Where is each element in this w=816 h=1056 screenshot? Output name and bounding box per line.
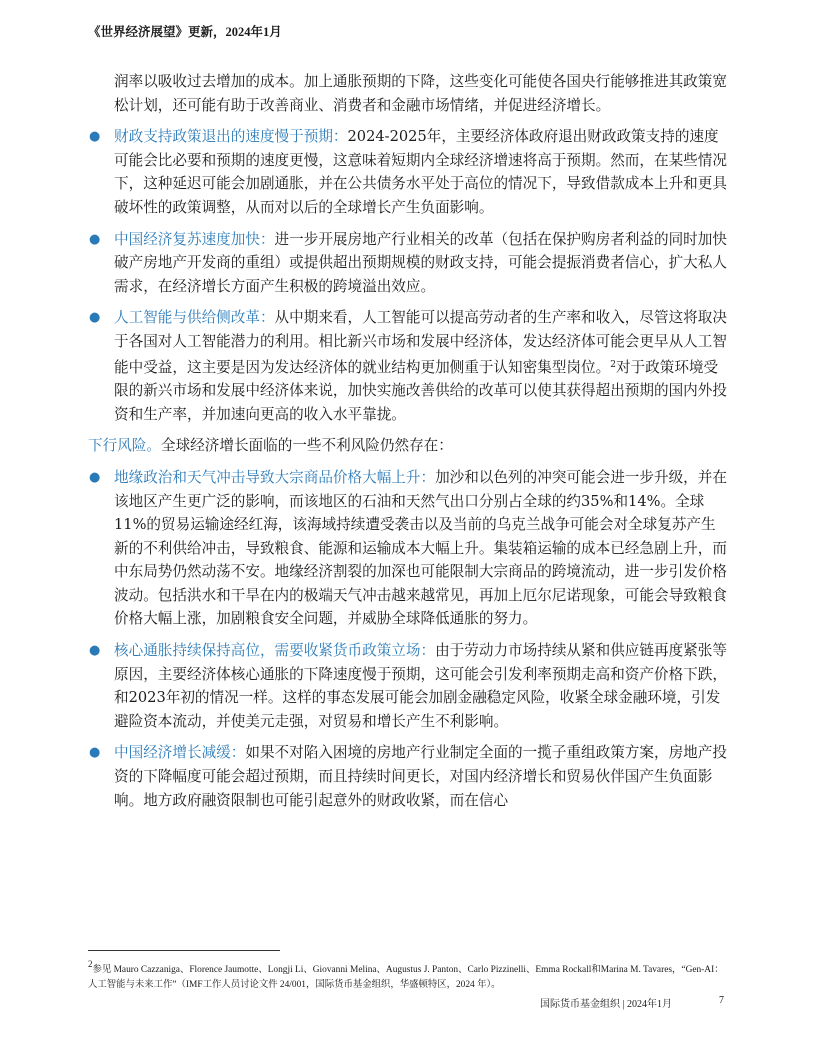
intro-continuation: 润率以吸收过去增加的成本。加上通胀预期的下降，这些变化可能使各国央行能够推进其政策宽松计划，还可能有助于改善商业、消费者和金融市场情绪，并促进经济增长。 [114,73,727,114]
bullet-lead: 地缘政治和天气冲击导致大宗商品价格大幅上升： [114,468,436,486]
downside-bullet-inflation [88,639,728,733]
bullet-text: 2024-2025年，主要经济体政府退出财政政策支持的速度可能会比必要和预期的速度更慢，这意味着短期内全球经济增速将高于预期。然而，在某些情况下，这种延迟可能会加剧通胀，并在公共债务水平处于高位的情况下，导致借款成本上升和更具破坏性的政策调整，从而对以后的全球增长产生负面影响。 [114,128,727,216]
footnote-ref[interactable]: 2 [610,359,616,370]
bullet-lead: 核心通胀持续保持高位，需要收紧货币政策立场： [114,642,436,660]
footer-source: 国际货币基金组织 | 2024年1月 [540,999,673,1010]
section-lead: 下行风险。 [88,437,161,455]
upside-bullet-ai [88,306,728,426]
bullet-lead: 财政支持政策退出的速度慢于预期： [114,128,348,146]
footnote [88,957,730,993]
bullet-dot-icon: ● [89,643,101,659]
running-header: 《世界经济展望》更新，2024年1月 [88,25,282,39]
bullet-text: 加沙和以色列的冲突可能会进一步升级，并在该地区产生更广泛的影响，而该地区的石油和天然气出口分别占全球的约35%和14%。全球11%的贸易运输途经红海，该海域持续遭受袭击以及当前的乌克兰战争可能会对全球复苏产生新的不利供给冲击，导致粮食、能源和运输成本大幅上升。集装箱运输的成本已经急剧上升，而中东局势仍然动荡不安。地缘经济割裂的加深也可能限制大宗商品的跨境流动，进一步引发价格波动。包括洪水和干旱在内的极端天气冲击越来越常见，再加上厄尔尼诺现象，可能会导致粮食价格大幅上涨，加剧粮食安全问题，并威胁全球降低通胀的努力。 [114,468,727,628]
bullet-text-continued: 对于政策环境受限的新兴市场和发展中经济体来说，加快实施改善供给的改革可以使其获得超出预期的国内外投资和生产率，并加速向更高的收入水平靠拢。 [114,358,727,423]
footnote-divider [88,950,280,951]
bullet-lead: 人工智能与供给侧改革： [114,309,275,327]
section-text: 全球经济增长面临的一些不利风险仍然存在： [160,437,453,455]
bullet-lead: 中国经济增长减缓： [114,744,246,762]
footnote-text: 参见 Mauro Cazzaniga、Florence Jaumotte、Longji Li、Giovanni Melina、Augustus J. Panton、Carlo Pizzinelli、Emma Rockall和Marina M. Tavares，“Gen-AI：人工智能与未来工作”（IMF工作人员讨论文件 24/001，国际货币基金组织，华盛顿特区，2024 年）。 [88,965,724,990]
page-number: 7 [719,995,724,1006]
downside-intro [88,434,728,458]
downside-bullet-china [88,741,728,812]
bullet-lead: 中国经济复苏速度加快： [114,230,275,248]
bullet-text: 从中期来看，人工智能可以提高劳动者的生产率和收入，尽管这将取决于各国对人工智能潜力的利用。相比新兴市场和发展中经济体，发达经济体可能会更早从人工智能中受益，这主要是因为发达经济体的就业结构更加侧重于认知密集型岗位。 [114,309,727,376]
bullet-dot-icon: ● [89,469,101,485]
footnote-mark: 2 [88,959,93,969]
downside-bullet-geopolitics [88,466,728,631]
upside-bullet-china [88,228,728,299]
bullet-text: 如果不对陷入困境的房地产行业制定全面的一揽子重组政策方案，房地产投资的下降幅度可能会超过预期，而且持续时间更长，对国内经济增长和贸易伙伴国产生负面影响。地方政府融资限制也可能引起意外的财政收紧，而在信心 [114,744,727,809]
upside-bullet-fiscal [88,125,728,219]
page-body [88,70,728,812]
bullet-text: 由于劳动力市场持续从紧和供应链再度紧张等原因，主要经济体核心通胀的下降速度慢于预期，这可能会引发利率预期走高和资产价格下跌，和2023年初的情况一样。这样的事态发展可能会加剧金融稳定风险，收紧全球金融环境，引发避险资本流动，并使美元走强，对贸易和增长产生不利影响。 [114,642,727,730]
bullet-dot-icon: ● [89,745,101,761]
bullet-dot-icon: ● [89,310,101,326]
bullet-dot-icon: ● [89,231,101,247]
bullet-text: 进一步开展房地产行业相关的改革（包括在保护购房者利益的同时加快破产房地产开发商的重组）或提供超出预期规模的财政支持，可能会提振消费者信心，扩大私人需求，在经济增长方面产生积极的跨境溢出效应。 [114,230,727,295]
bullet-dot-icon: ● [89,129,101,145]
